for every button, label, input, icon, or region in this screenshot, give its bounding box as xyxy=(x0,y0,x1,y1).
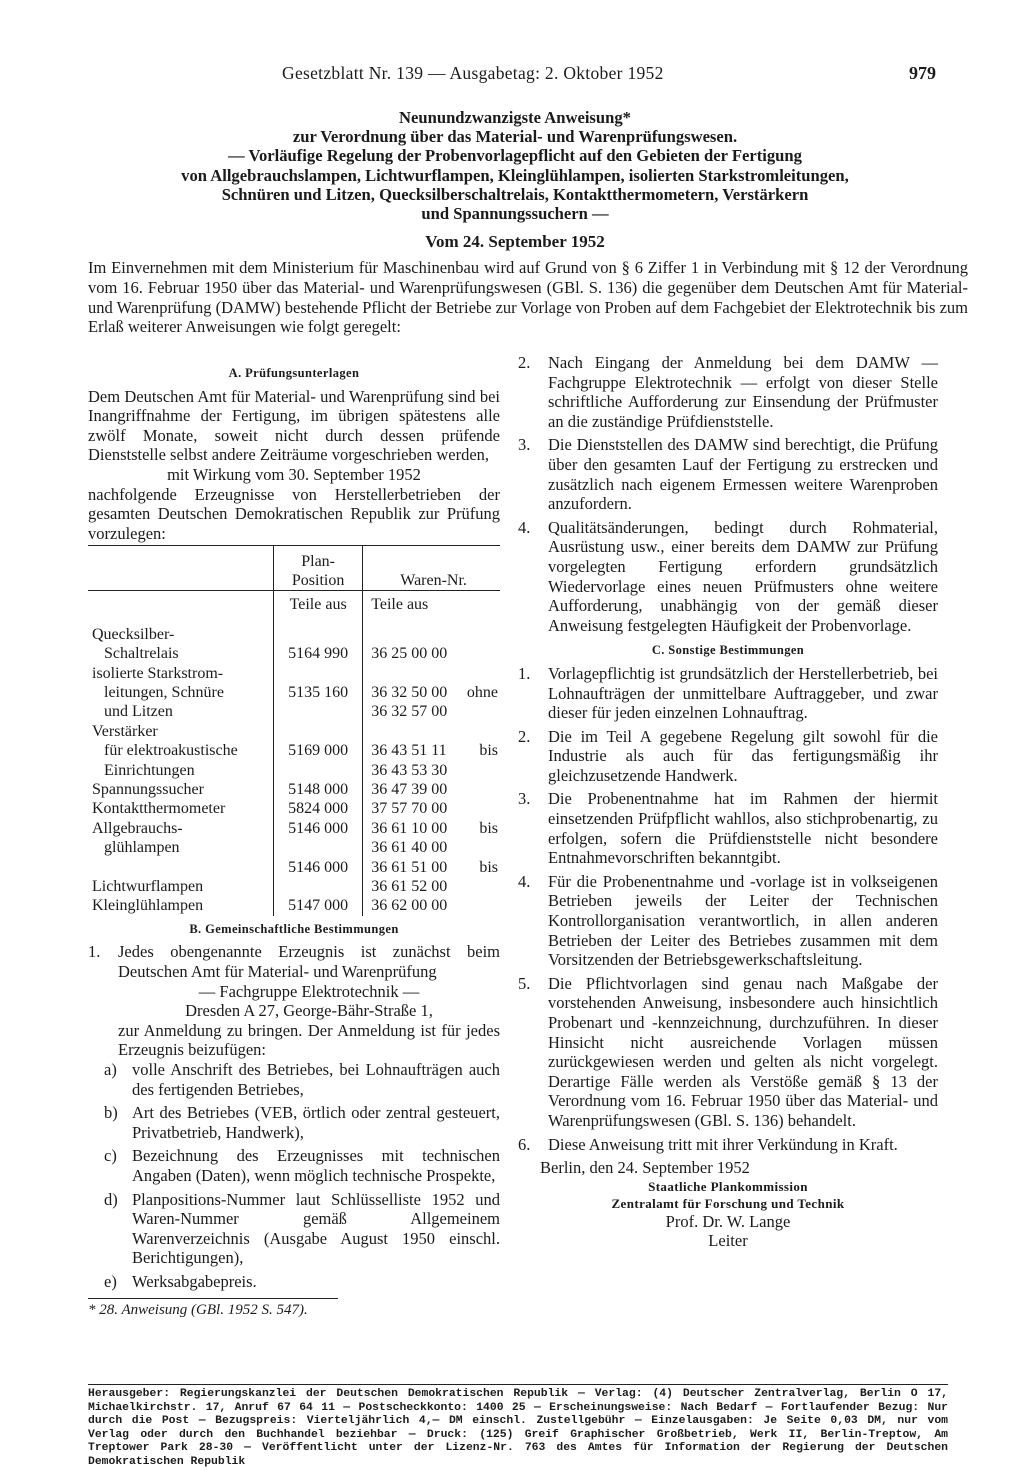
list-text: Qualitätsänderungen, bedingt durch Rohmaterial, Ausrüstung usw., einer bereits dem DAMW zur Prüfung vorgelegten Fertigung erfordern grundsätzlich Wiedervorlage eines neuen Prüfmusters ohne weitere Aufforderung, unabhängig von der gemäß dieser Anweisung festgelegten Häufigkeit der Probenvorlage. xyxy=(548,517,938,635)
list-number: 2. xyxy=(518,353,531,372)
sub-list-item xyxy=(88,1272,500,1292)
sub-list-letter: b) xyxy=(104,1103,118,1123)
page-number: 979 xyxy=(909,63,936,83)
waren-number-value: 36 61 51 00 xyxy=(371,858,448,876)
plan-position: 5135 160 xyxy=(274,664,363,722)
product-name-line: Einrichtungen xyxy=(104,761,195,779)
waren-number-value: 36 61 40 00 xyxy=(371,839,448,857)
waren-number-value: 37 57 70 00 xyxy=(371,800,448,818)
waren-number-value: 36 32 57 00 xyxy=(371,703,448,721)
sub-list-text: volle Anschrift des Betriebes, bei Lohnaufträgen auch des fertigenden Betriebes, xyxy=(132,1060,500,1099)
signature-org: Staatliche Plankommission xyxy=(648,1178,808,1194)
waren-number-line xyxy=(371,877,496,896)
waren-number xyxy=(363,819,500,858)
waren-number-value: 36 62 00 00 xyxy=(371,897,448,915)
list-item xyxy=(518,974,938,1131)
waren-number xyxy=(363,722,500,780)
sub-list-item xyxy=(88,1190,500,1268)
table-units-row xyxy=(88,591,500,625)
sub-list-letter: d) xyxy=(104,1189,118,1209)
waren-range-word: bis xyxy=(479,819,498,837)
section-b-list xyxy=(88,942,500,1291)
waren-number-line xyxy=(371,741,496,760)
waren-number-line xyxy=(371,780,496,799)
waren-number-line xyxy=(371,819,496,838)
footnote: * 28. Anweisung (GBl. 1952 S. 547). xyxy=(88,1298,338,1321)
section-b-list-continued xyxy=(518,353,938,635)
waren-range-word: bis xyxy=(479,858,498,876)
list-number: 2. xyxy=(518,726,531,746)
waren-number-line xyxy=(371,896,496,915)
list-number: 6. xyxy=(518,1134,531,1154)
section-a-heading: A. Prüfungsunterlagen xyxy=(228,366,360,380)
waren-number-line xyxy=(371,761,496,780)
product-name xyxy=(88,819,274,858)
waren-number-line xyxy=(371,644,496,663)
waren-number-value: 36 47 39 00 xyxy=(371,781,448,798)
sub-list-text: Planpositions-Nummer laut Schlüsselliste 1952 und Waren-Nummer gemäß Allgemeinem Warenverzeichnis (Ausgabe August 1950 einschl. Berichtigungen), xyxy=(132,1189,500,1268)
product-name xyxy=(88,625,274,664)
product-name-line: und Litzen xyxy=(104,703,173,721)
table-row xyxy=(88,625,500,664)
document-title xyxy=(60,108,970,223)
list-item xyxy=(518,1135,938,1155)
list-number: 3. xyxy=(518,789,531,809)
product-name-line: Kontaktthermometer xyxy=(92,800,226,818)
waren-number-line xyxy=(371,702,496,721)
effective-date: mit Wirkung vom 30. September 1952 xyxy=(167,464,421,484)
product-table xyxy=(88,545,500,916)
list-number: 5. xyxy=(518,973,531,993)
product-name-line: Allgebrauchs- xyxy=(92,819,183,837)
intro-paragraph: Im Einvernehmen mit dem Ministerium für Maschinenbau wird auf Grund von § 6 Ziffer 1 in Verbindung mit § 12 der Verordnung vom 16. Februar 1950 über das Material- und Warenprüfungswesen (GBl. S. 136) die gegenüber dem Deutschen Amt für Material- und Warenprüfung (DAMW) bestehende Pflicht der Betriebe zur Vorlage von Proben auf dem Fachgebiet der Elektrotechnik bis zum Erlaß weiterer Anweisungen wie folgt geregelt: xyxy=(88,258,968,337)
plan-position: 5147 000 xyxy=(274,896,363,915)
product-name-line: Lichtwurflampen xyxy=(92,878,204,896)
waren-number xyxy=(363,799,500,818)
list-item xyxy=(518,435,938,513)
title-line: Neunundzwanzigste Anweisung* xyxy=(399,108,631,127)
waren-number xyxy=(363,625,500,664)
title-line: und Spannungssuchern — xyxy=(421,204,609,224)
sub-list-letter: e) xyxy=(104,1271,117,1291)
list-text: Die Pflichtvorlagen sind genau nach Maßgabe der vorstehenden Anweisung, insbesondere auch hinsichtlich Probenart und -kennzeichnung, durchzuführen. In dieser Hinsicht nicht ausreichende Vorlagen müssen zurückgewiesen werden und gelten als nicht vorgelegt. Derartige Fälle werden als Verstöße gemäß § 13 der Verordnung vom 16. Februar 1950 über das Material- und Warenprüfungswesen (GBl. S. 136) behandelt. xyxy=(548,973,938,1130)
plan-position: 5164 990 xyxy=(274,625,363,664)
list-item xyxy=(518,727,938,786)
waren-number-value: 36 61 52 00 xyxy=(371,878,448,896)
sub-list-letter: a) xyxy=(104,1060,117,1079)
unit-waren: Teile aus xyxy=(363,591,500,625)
unit-plan: Teile aus xyxy=(274,591,363,625)
waren-range-word: ohne xyxy=(466,683,498,701)
waren-number-line xyxy=(371,858,496,877)
title-line: — Vorläufige Regelung der Probenvorlagepflicht auf den Gebieten der Fertigung xyxy=(228,146,802,166)
waren-range-word: bis xyxy=(479,742,498,760)
waren-number xyxy=(363,896,500,915)
right-column xyxy=(518,353,938,1251)
waren-number-line xyxy=(371,799,496,818)
product-name-line: Schaltrelais xyxy=(104,645,179,663)
product-name xyxy=(88,858,274,897)
waren-number-value: 36 32 50 00 xyxy=(371,683,448,701)
list-item xyxy=(518,872,938,970)
sub-list-item xyxy=(88,1103,500,1142)
signature-block xyxy=(518,1178,938,1251)
sub-list-item xyxy=(88,1146,500,1185)
table-row xyxy=(88,722,500,780)
table-header-blank xyxy=(88,546,274,591)
signature-role: Leiter xyxy=(708,1231,748,1251)
imprint: Herausgeber: Regierungskanzlei der Deutschen Demokratischen Republik — Verlag: (4) Deutscher Zentralverlag, Berlin O 17, Michaelkirchstr. 17, Anruf 67 64 11 — Postscheckkonto: 1400 25 — Erscheinungsweise: Nach Bedarf — Fortlaufender Bezug: Nur durch die Post — Bezugspreis: Vierteljährlich 4,— DM einschl. Zustellgebühr — Einzelausgaben: Je Seite 0,03 DM, nur vom Verlag oder durch den Buchhandel beziehbar — Druck: (125) Greif Graphischer Großbetrieb, Werk II, Berlin-Treptow, Am Treptower Park 28-30 — Veröffentlicht unter der Lizenz-Nr. 763 des Amtes für Information der Regierung der Deutschen Demokratischen Republik xyxy=(88,1384,948,1470)
list-number: 3. xyxy=(518,435,531,455)
product-name xyxy=(88,799,274,818)
section-b-heading: B. Gemeinschaftliche Bestimmungen xyxy=(189,921,399,936)
sub-list-text: Art des Betriebes (VEB, örtlich oder zentral gesteuert, Privatbetrieb, Handwerk), xyxy=(132,1103,500,1142)
product-name-line: Kleinglühlampen xyxy=(92,897,204,915)
sub-list-text: Werksabgabepreis. xyxy=(132,1271,257,1291)
table-row xyxy=(88,780,500,799)
left-column xyxy=(88,358,500,1320)
table-row xyxy=(88,896,500,915)
sub-list-item xyxy=(88,1060,500,1099)
plan-position: 5169 000 xyxy=(274,722,363,780)
document-date: Vom 24. September 1952 xyxy=(425,232,605,251)
list-item: 1. Jedes obengenannte Erzeugnis ist zunächst beim Deutschen Amt für Material- und Warenprüfung — Fachgruppe Elektrotechnik — Dresden A 27, George-Bähr-Straße 1, zur Anmeldung zu bringen. Der Anmeldung ist für jedes Erzeugnis beizufügen: a) volle Anschrift des Betriebes, bei Lohnaufträgen auch des fertigenden Betriebes, b) Art des Betriebes (VEB, örtlich oder zentral gesteuert, Privatbetrieb, Handwerk), c) Bezeichnung des Erzeugnisses mit technischen Angaben (Daten), wenn möglich technische Prospekte, d) Planpositions-Nummer laut Schlüsselliste 1952 und Waren-Nummer gemäß Allgemeinem Warenverzeichnis (Ausgabe August 1950 einschl. Berichtigungen), e) Werksabgabepreis. xyxy=(88,942,500,1291)
product-name-line: Verstärker xyxy=(92,722,158,740)
product-name-line: glühlampen xyxy=(104,839,180,857)
table-row xyxy=(88,858,500,897)
list-item xyxy=(518,518,938,636)
list-item xyxy=(518,789,938,867)
list-text: Die Dienststellen des DAMW sind berechtigt, die Prüfung über den gesamten Lauf der Fertigung zu erstrecken und zusätzlich nach eigenem Ermessen weitere Warenproben anzufordern. xyxy=(548,435,938,514)
waren-number-value: 36 61 10 00 xyxy=(371,819,448,837)
plan-position: 5146 000 xyxy=(274,858,363,897)
list-number: 1. xyxy=(518,663,531,683)
waren-number-line xyxy=(371,683,496,702)
signature-name: Prof. Dr. W. Lange xyxy=(665,1211,791,1231)
waren-number xyxy=(363,858,500,897)
plan-position: 5146 000 xyxy=(274,819,363,858)
table-row xyxy=(88,819,500,858)
list-text: Diese Anweisung tritt mit ihrer Verkündung in Kraft. xyxy=(548,1134,898,1154)
list-item xyxy=(518,353,938,431)
plan-position: 5824 000 xyxy=(274,799,363,818)
table-row xyxy=(88,799,500,818)
section-c-heading: C. Sonstige Bestimmungen xyxy=(651,643,805,658)
sub-list xyxy=(88,1060,500,1292)
place-date: Berlin, den 24. September 1952 xyxy=(540,1158,750,1178)
product-name xyxy=(88,896,274,915)
product-name xyxy=(88,664,274,722)
waren-number-line xyxy=(371,838,496,857)
title-line: Schnüren und Litzen, Quecksilberschaltrelais, Kontaktthermometern, Verstärkern xyxy=(221,184,809,204)
table-header-plan: Plan- Position xyxy=(274,546,363,591)
sub-list-letter: c) xyxy=(104,1146,117,1166)
table-row xyxy=(88,664,500,722)
list-item xyxy=(518,664,938,723)
list-number: 4. xyxy=(518,517,531,537)
product-name xyxy=(88,722,274,780)
waren-number-value: 36 43 53 30 xyxy=(371,761,448,779)
waren-number-value: 36 25 00 00 xyxy=(371,645,448,663)
waren-number xyxy=(363,664,500,722)
title-line: zur Verordnung über das Material- und Warenprüfungswesen. xyxy=(292,127,738,147)
list-number: 4. xyxy=(518,871,531,891)
section-a-paragraph: Dem Deutschen Amt für Material- und Warenprüfung sind bei Inangriffnahme der Fertigung, im übrigen spätestens alle zwölf Monate, soweit nicht durch dessen prüfende Dienststelle selbst andere Zeiträume vorgeschrieben werden, xyxy=(88,386,500,465)
list-text: Für die Probenentnahme und -vorlage ist in volkseigenen Betrieben jeweils der Leiter der Technischen Kontrollorganisation verantwortlich, in allen anderen Betrieben der Leiter des Betriebes zusammen mit dem Vorsitzenden der Betriebsgewerkschaftsleitung. xyxy=(548,871,938,970)
list-text: Nach Eingang der Anmeldung bei dem DAMW — Fachgruppe Elektrotechnik — erfolgt von dieser Stelle schriftliche Aufforderung zur Einsendung der Prüfmuster an die zuständige Prüfdienststelle. xyxy=(548,353,938,431)
section-a-paragraph-2: nachfolgende Erzeugnisse von Herstellerbetrieben der gesamten Deutschen Demokratischen Republik zur Prüfung vorzulegen: xyxy=(88,484,500,543)
plan-position: 5148 000 xyxy=(274,780,363,799)
list-text: Die im Teil A gegebene Regelung gilt sowohl für die Industrie als auch für das fertigungsmäßig ihr gleichzusetzende Handwerk. xyxy=(548,726,938,785)
running-header: Gesetzblatt Nr. 139 — Ausgabetag: 2. Oktober 1952 xyxy=(282,63,664,83)
product-name-line: leitungen, Schnüre xyxy=(104,683,224,701)
product-name-line: für elektroakustische xyxy=(104,742,238,760)
waren-number xyxy=(363,780,500,799)
product-name-line: isolierte Starkstrom- xyxy=(92,664,224,682)
section-c-list xyxy=(518,664,938,1154)
product-name xyxy=(88,780,274,799)
list-text: Die Probenentnahme hat im Rahmen der hiermit einsetzenden Prüfpflicht wahllos, also stichprobenartig, zu erfolgen, sofern die Prüfdienststelle nicht besondere Entnahmevorschriften bekanntgibt. xyxy=(548,789,938,868)
title-line: von Allgebrauchslampen, Lichtwurflampen, Kleinglühlampen, isolierten Starkstromleitungen, xyxy=(181,165,849,185)
signature-org: Zentralamt für Forschung und Technik xyxy=(611,1195,845,1211)
product-name-line: Spannungssucher xyxy=(92,781,204,798)
table-header-waren: Waren-Nr. xyxy=(363,546,500,591)
product-name-line: Quecksilber- xyxy=(92,625,175,643)
waren-number-value: 36 43 51 11 xyxy=(371,742,447,760)
list-text: Vorlagepflichtig ist grundsätzlich der Herstellerbetrieb, bei Lohnaufträgen der unmittelbare Auftraggeber, und zwar dieser für jeden einzelnen Lohnauftrag. xyxy=(548,663,938,723)
sub-list-text: Bezeichnung des Erzeugnisses mit technischen Angaben (Daten), wenn möglich technische Prospekte, xyxy=(132,1146,500,1185)
